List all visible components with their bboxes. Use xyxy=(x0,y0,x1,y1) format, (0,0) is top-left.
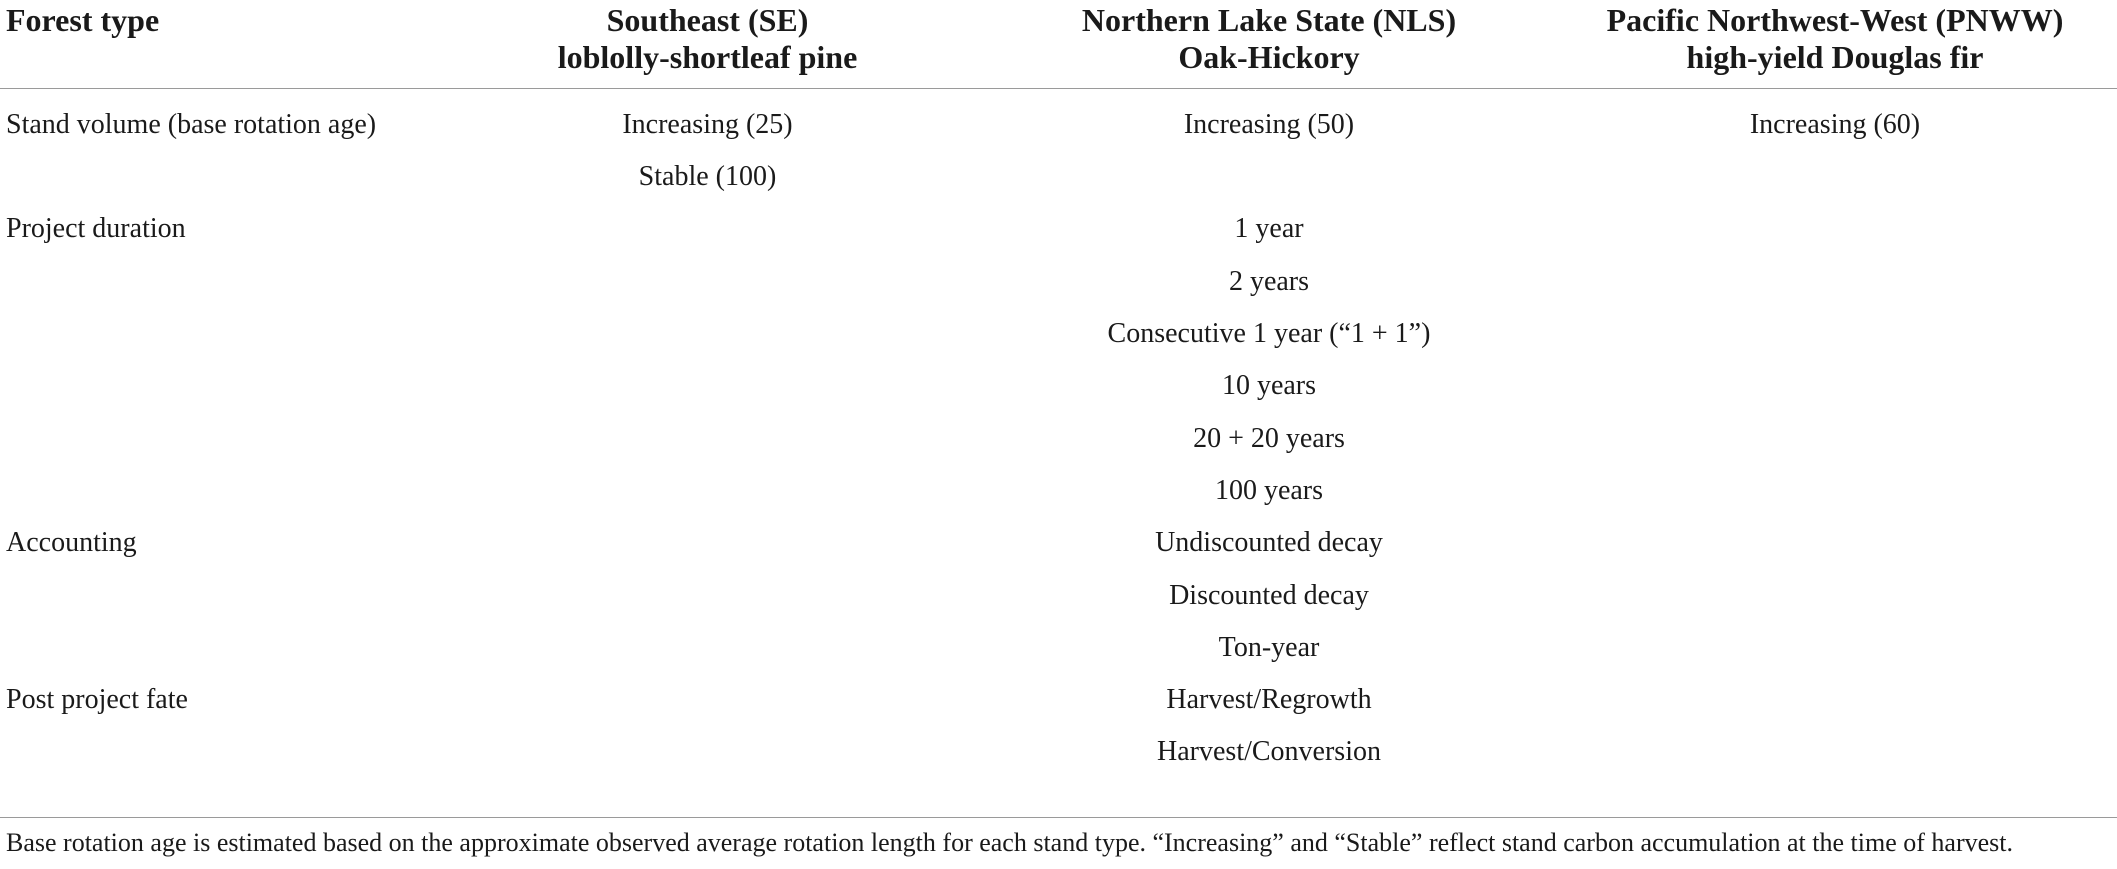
pnww-value-cell xyxy=(1553,674,2117,726)
nls-value-cell: 1 year xyxy=(1234,213,1304,245)
southeast-value-cell xyxy=(430,674,985,726)
row-label-cell xyxy=(0,256,430,308)
nls-value-cell: 100 years xyxy=(1214,474,1324,506)
southeast-value-cell xyxy=(430,203,985,255)
southeast-value-cell: Stable (100) xyxy=(638,161,777,193)
southeast-value-cell xyxy=(430,517,985,569)
row-label-cell xyxy=(0,151,430,203)
pnww-value-cell xyxy=(1553,465,2117,517)
table-row xyxy=(0,674,2117,726)
southeast-value-cell xyxy=(430,622,985,674)
pnww-value-cell: Increasing (60) xyxy=(1749,109,1921,140)
table-body xyxy=(0,89,2117,779)
row-label-cell: Project duration xyxy=(6,213,186,245)
table-row xyxy=(0,256,2117,308)
header-northern-lake-state xyxy=(985,0,1553,89)
southeast-value-cell xyxy=(430,465,985,517)
footnote-divider xyxy=(0,817,2117,818)
pnww-value-cell xyxy=(1553,412,2117,464)
southeast-value-cell xyxy=(430,726,985,778)
row-label-cell: Post project fate xyxy=(6,684,188,716)
nls-value-cell: Undiscounted decay xyxy=(1155,527,1383,559)
header-pnww-species: high-yield Douglas fir xyxy=(1686,39,1984,75)
pnww-value-cell xyxy=(1553,151,2117,203)
header-row xyxy=(0,0,2117,89)
header-nls-species: Oak-Hickory xyxy=(1178,39,1360,75)
table-row xyxy=(0,412,2117,464)
header-pacific-northwest-west xyxy=(1553,0,2117,89)
table-row xyxy=(0,308,2117,360)
nls-value-cell: Discounted decay xyxy=(1169,579,1369,611)
nls-value-cell: Increasing (50) xyxy=(1183,109,1355,140)
nls-value-cell: Ton-year xyxy=(1218,631,1320,663)
row-label-cell xyxy=(0,308,430,360)
table-footnote: Base rotation age is estimated based on the approximate observed average rotation length for each stand type. “Increasing” and “Stable” reflect stand carbon accumulation at the time of harvest. xyxy=(6,828,2013,857)
southeast-value-cell xyxy=(430,412,985,464)
header-southeast-species: loblolly-shortleaf pine xyxy=(557,39,858,75)
southeast-value-cell xyxy=(430,308,985,360)
pnww-value-cell xyxy=(1553,360,2117,412)
header-pnww-region: Pacific Northwest-West (PNWW) xyxy=(1606,2,2064,38)
nls-value-cell: 10 years xyxy=(1221,370,1317,402)
pnww-value-cell xyxy=(1553,203,2117,255)
southeast-value-cell xyxy=(430,360,985,412)
header-southeast xyxy=(430,0,985,89)
nls-value-cell: Consecutive 1 year (“1 + 1”) xyxy=(1107,318,1431,350)
header-forest-type-label: Forest type xyxy=(6,2,160,38)
southeast-value-cell: Increasing (25) xyxy=(622,109,793,140)
nls-value-cell: 20 + 20 years xyxy=(1193,422,1345,454)
row-label-cell xyxy=(0,726,430,778)
nls-value-cell: 2 years xyxy=(1228,265,1310,297)
pnww-value-cell xyxy=(1553,622,2117,674)
row-label-cell: Accounting xyxy=(6,527,137,559)
pnww-value-cell xyxy=(1553,726,2117,778)
row-label-cell xyxy=(0,465,430,517)
header-nls-region: Northern Lake State (NLS) xyxy=(1081,2,1457,38)
table-row xyxy=(0,569,2117,621)
header-southeast-region: Southeast (SE) xyxy=(606,2,809,38)
row-label-cell: Stand volume (base rotation age) xyxy=(6,109,377,140)
row-label-cell xyxy=(0,360,430,412)
nls-value-cell xyxy=(985,151,1553,203)
row-label-cell xyxy=(0,622,430,674)
table-header xyxy=(0,0,2117,89)
table-row xyxy=(0,360,2117,412)
southeast-value-cell xyxy=(430,256,985,308)
southeast-value-cell xyxy=(430,569,985,621)
table-row xyxy=(0,151,2117,203)
row-label-cell xyxy=(0,412,430,464)
table-row xyxy=(0,203,2117,255)
pnww-value-cell xyxy=(1553,308,2117,360)
table-row xyxy=(0,465,2117,517)
table-row xyxy=(0,726,2117,778)
nls-value-cell: Harvest/Regrowth xyxy=(1166,684,1372,716)
table-row xyxy=(0,622,2117,674)
table-row xyxy=(0,89,2117,152)
pnww-value-cell xyxy=(1553,517,2117,569)
nls-value-cell: Harvest/Conversion xyxy=(1157,736,1381,768)
pnww-value-cell xyxy=(1553,256,2117,308)
row-label-cell xyxy=(0,569,430,621)
table-row xyxy=(0,517,2117,569)
header-forest-type xyxy=(0,0,430,89)
pnww-value-cell xyxy=(1553,569,2117,621)
